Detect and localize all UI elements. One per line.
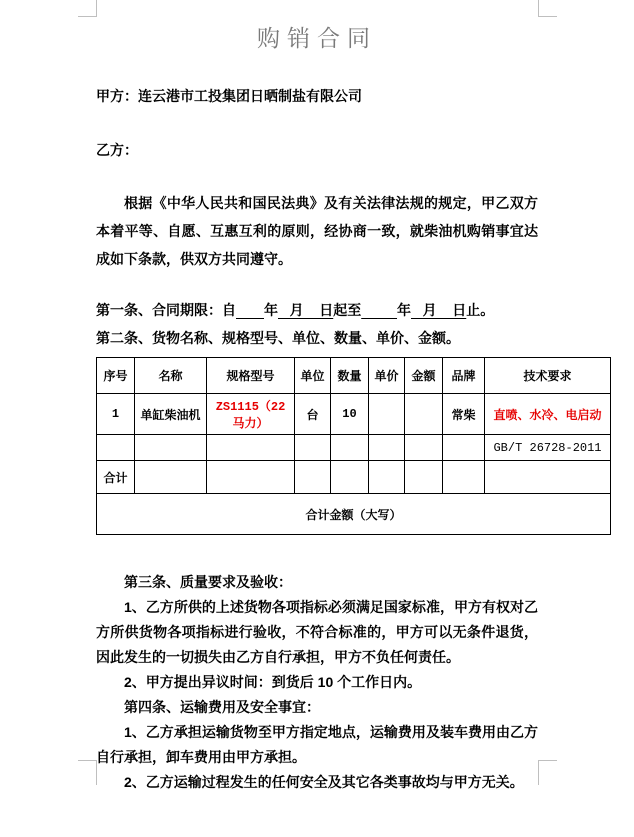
table-empty-cell[interactable] xyxy=(369,394,405,435)
document-content xyxy=(96,12,602,795)
table-header-cell: 金额 xyxy=(405,358,443,394)
table-empty-cell[interactable] xyxy=(207,461,295,494)
preamble-paragraph: 根据《中华人民共和国民法典》及有关法律法规的规定，甲乙双方本着平等、自愿、互惠互利的原则，经协商一致，就柴油机购销事宜达成如下条款，供双方共同遵守。 xyxy=(96,195,538,267)
margin-crop-mark-bottom-right xyxy=(538,760,557,785)
clause-1-text: 年 xyxy=(397,302,412,318)
clause-3-heading: 第三条、质量要求及验收： xyxy=(124,574,292,590)
party-b-line[interactable]: 乙方： xyxy=(96,142,138,158)
total-amount-row xyxy=(97,494,611,535)
table-cell: 台 xyxy=(295,394,331,435)
table-header-cell: 规格型号 xyxy=(207,358,295,394)
date-fill-in-blank[interactable] xyxy=(236,302,264,318)
table-cell: 10 xyxy=(331,394,369,435)
table-empty-cell[interactable] xyxy=(295,461,331,494)
goods-table-row xyxy=(97,461,611,494)
table-empty-cell[interactable] xyxy=(405,435,443,461)
margin-crop-mark-top-left xyxy=(78,0,97,17)
total-amount-words-cell[interactable]: 合计金额（大写） xyxy=(97,494,611,535)
table-cell: 常柴 xyxy=(443,394,485,435)
table-header-cell: 单位 xyxy=(295,358,331,394)
table-header-cell: 名称 xyxy=(135,358,207,394)
table-empty-cell[interactable] xyxy=(443,461,485,494)
party-a-line: 甲方：连云港市工投集团日晒制盐有限公司 xyxy=(96,88,362,104)
date-fill-in-blank[interactable]: 月 日 xyxy=(411,302,467,318)
clause-1-text: 止。 xyxy=(466,302,495,318)
clause-4-item: 1、乙方承担运输货物至甲方指定地点，运输费用及装车费用由乙方自行承担，卸车费用由甲方承担。 xyxy=(96,724,538,765)
clause-4-heading: 第四条、运输费用及安全事宜： xyxy=(124,699,320,715)
goods-table-row xyxy=(97,394,611,435)
date-fill-in-blank[interactable] xyxy=(361,302,397,318)
table-cell: 1 xyxy=(97,394,135,435)
goods-table-row xyxy=(97,435,611,461)
clause-3-section xyxy=(96,570,538,695)
table-cell: GB/T 26728-2011 xyxy=(485,435,611,461)
clause-1-text: 第一条、合同期限：自 xyxy=(96,302,236,318)
table-header-cell: 技术要求 xyxy=(485,358,611,394)
table-header-cell: 品牌 xyxy=(443,358,485,394)
clause-3-item: 1、乙方所供的上述货物各项指标必须满足国家标准，甲方有权对乙方所供货物各项指标进行验收，不符合标准的，甲方可以无条件退货，因此发生的一切损失由乙方自行承担，甲方不负任何责任。 xyxy=(96,599,538,665)
clause-1-text: 起至 xyxy=(333,302,362,318)
table-cell: ZS1115（22 马力） xyxy=(207,394,295,435)
clause-2-goods-line: 第二条、货物名称、规格型号、单位、数量、单价、金额。 xyxy=(96,330,460,346)
clause-1-term-line xyxy=(96,296,538,324)
date-fill-in-blank[interactable]: 月 日 xyxy=(278,302,334,318)
table-header-cell: 数量 xyxy=(331,358,369,394)
table-empty-cell[interactable] xyxy=(295,435,331,461)
margin-crop-mark-top-right xyxy=(538,0,557,17)
table-empty-cell[interactable] xyxy=(369,435,405,461)
table-header-cell: 序号 xyxy=(97,358,135,394)
table-empty-cell[interactable] xyxy=(443,435,485,461)
table-cell: 直喷、水冷、电启动 xyxy=(485,394,611,435)
goods-table xyxy=(96,357,611,535)
table-cell: 单缸柴油机 xyxy=(135,394,207,435)
contract-title: 购销合同 xyxy=(257,26,377,51)
clause-4-section xyxy=(96,695,538,795)
table-header-cell: 单价 xyxy=(369,358,405,394)
table-empty-cell[interactable] xyxy=(405,461,443,494)
table-empty-cell[interactable] xyxy=(97,435,135,461)
table-empty-cell[interactable] xyxy=(369,461,405,494)
table-empty-cell[interactable] xyxy=(405,394,443,435)
table-empty-cell[interactable] xyxy=(207,435,295,461)
table-cell: 合计 xyxy=(97,461,135,494)
clause-3-item: 2、甲方提出异议时间：到货后 10 个工作日内。 xyxy=(124,674,422,690)
margin-crop-mark-bottom-left xyxy=(78,760,97,785)
table-empty-cell[interactable] xyxy=(331,435,369,461)
table-empty-cell[interactable] xyxy=(135,435,207,461)
clause-4-item: 2、乙方运输过程发生的任何安全及其它各类事故均与甲方无关。 xyxy=(124,774,524,790)
table-empty-cell[interactable] xyxy=(485,461,611,494)
clause-1-text: 年 xyxy=(264,302,278,318)
goods-table-header-row xyxy=(97,358,611,394)
table-empty-cell[interactable] xyxy=(331,461,369,494)
table-empty-cell[interactable] xyxy=(135,461,207,494)
